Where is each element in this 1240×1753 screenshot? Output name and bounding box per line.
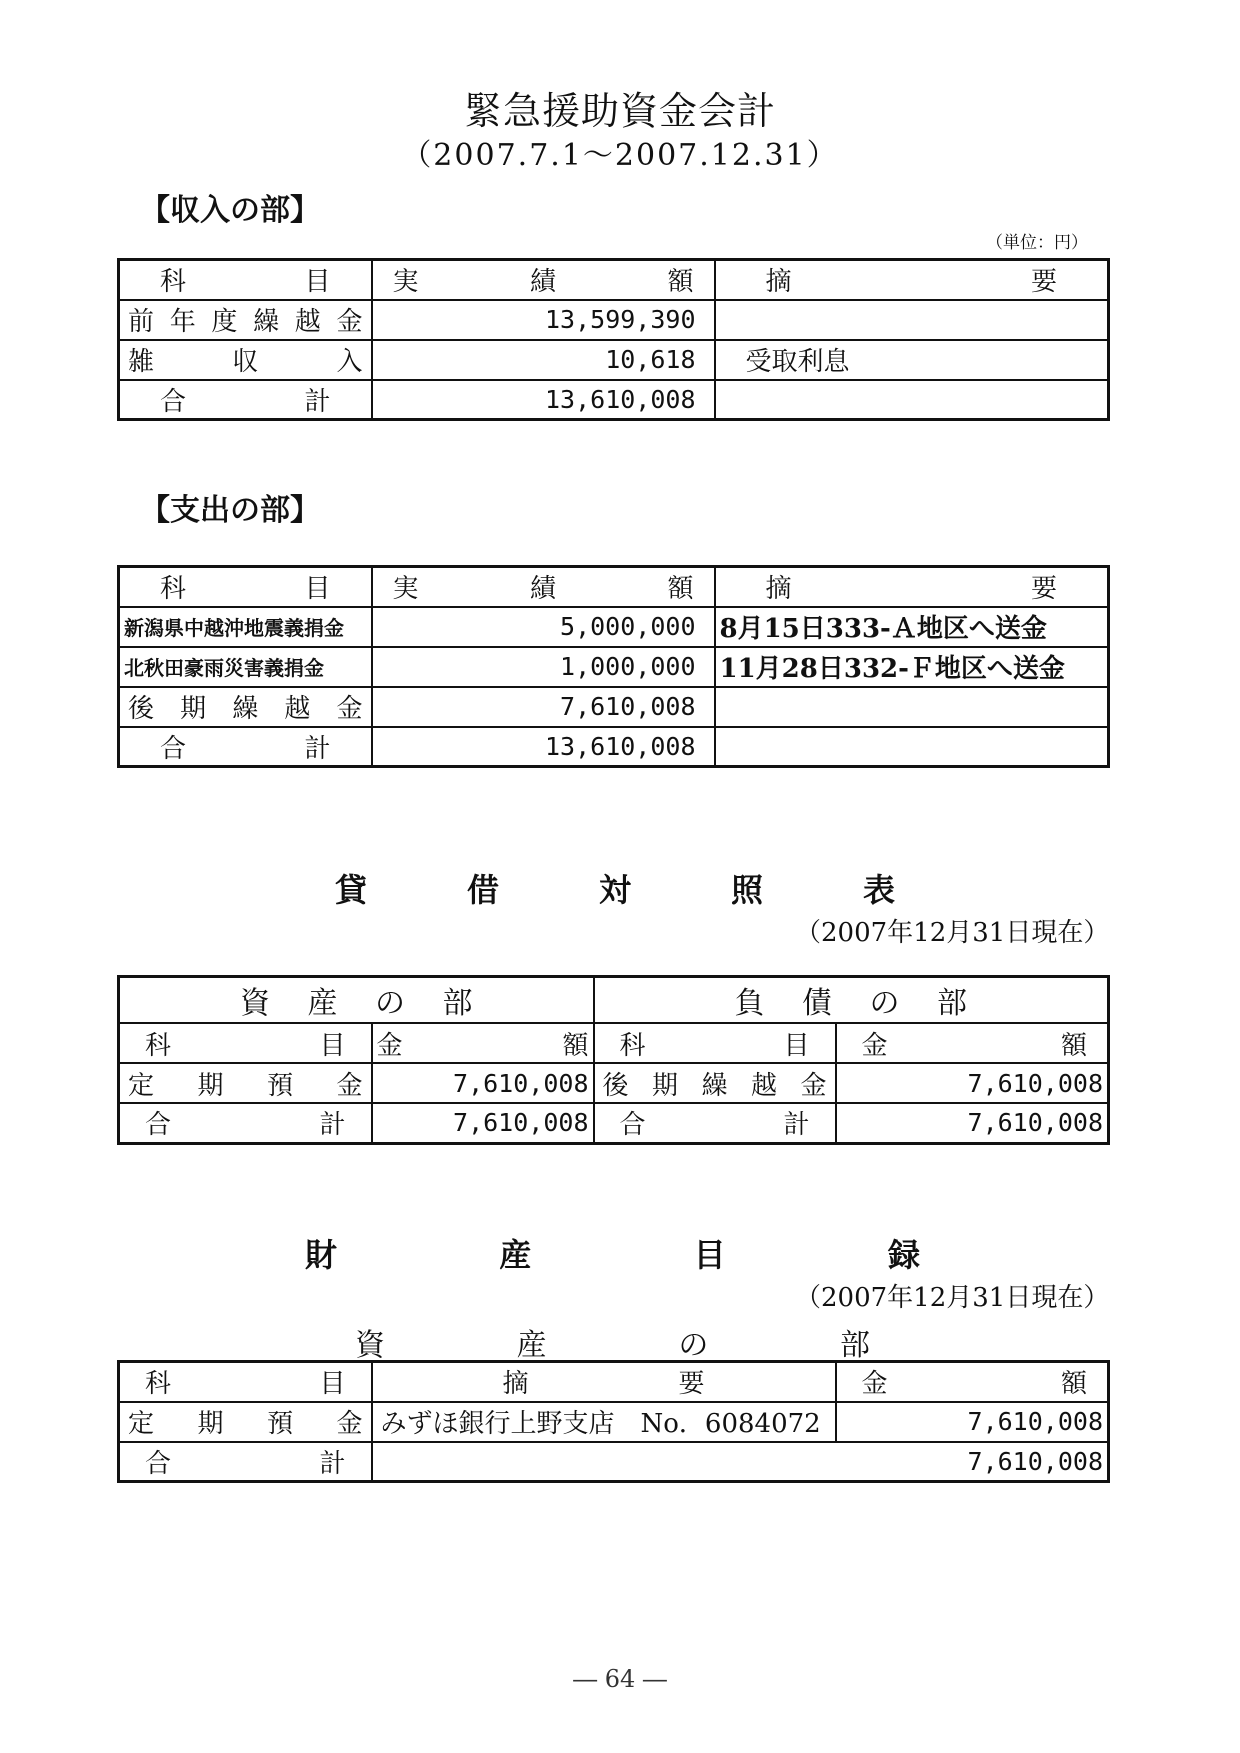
liability-total-amount: 7,610,008 <box>836 1103 1109 1143</box>
income-table <box>117 258 1110 421</box>
asset-amount: 7,610,008 <box>372 1063 594 1103</box>
asset-total-amount: 7,610,008 <box>372 1103 594 1143</box>
row-note: みずほ銀行上野支店 No．6084072 <box>372 1402 836 1442</box>
row-item: 北秋田豪雨災害義捐金 <box>119 647 372 687</box>
row-item: 前年度繰越金 <box>128 307 363 337</box>
total-row <box>119 1442 1109 1482</box>
row-note <box>715 687 1109 727</box>
table-header-row <box>119 567 1109 607</box>
balance-sheet-table <box>117 975 1110 1145</box>
row-note: 8月15日333-Ａ地区へ送金 <box>715 607 1109 647</box>
header-amount: 実績額 <box>372 260 715 300</box>
row-note: 受取利息 <box>715 340 1109 380</box>
total-amount: 13,610,008 <box>372 380 715 420</box>
balance-sheet-title: 貸借対照表 <box>335 871 895 909</box>
total-row <box>119 727 1109 767</box>
total-label: 合計 <box>160 733 331 764</box>
header-amount: 金額 <box>861 1369 1087 1400</box>
row-amount: 1,000,000 <box>372 647 715 687</box>
table-header-row <box>119 260 1109 300</box>
section-header-row <box>119 977 1109 1024</box>
total-amount: 7,610,008 <box>372 1442 1109 1482</box>
header-item: 科目 <box>119 260 372 300</box>
row-amount: 7,610,008 <box>372 687 715 727</box>
table-row <box>119 607 1109 647</box>
table-row <box>119 300 1109 340</box>
total-amount: 13,610,008 <box>372 727 715 767</box>
liability-total-label: 合計 <box>619 1110 810 1141</box>
row-item: 新潟県中越沖地震義捐金 <box>119 607 372 647</box>
header-amount: 実績額 <box>372 567 715 607</box>
total-row <box>119 1103 1109 1143</box>
table-row <box>119 1063 1109 1103</box>
document-title: 緊急援助資金会計 <box>463 89 776 133</box>
header-note: 摘要 <box>715 567 1109 607</box>
expense-table <box>117 565 1110 768</box>
header-amount: 金額 <box>376 1030 589 1061</box>
table-row <box>119 647 1109 687</box>
liability-item: 後期繰越金 <box>602 1070 827 1101</box>
expense-heading: 【支出の部】 <box>140 493 320 528</box>
balance-sheet-as-of: （2007年12月31日現在） <box>795 918 1110 948</box>
row-amount: 5,000,000 <box>372 607 715 647</box>
header-note: 摘要 <box>715 260 1109 300</box>
row-amount: 13,599,390 <box>372 300 715 340</box>
total-row <box>119 380 1109 420</box>
table-header-row <box>119 1362 1109 1402</box>
row-item: 定期預金 <box>128 1409 363 1439</box>
liability-amount: 7,610,008 <box>836 1063 1109 1103</box>
unit-label: （単位：円） <box>986 233 1088 253</box>
income-heading: 【収入の部】 <box>140 193 320 228</box>
inventory-section-label: 資産の部 <box>355 1328 870 1363</box>
page-number: ― 64 ― <box>573 1665 667 1693</box>
row-amount: 10,618 <box>372 340 715 380</box>
row-note: 11月28日332-Ｆ地区へ送金 <box>715 647 1109 687</box>
row-amount: 7,610,008 <box>836 1402 1109 1442</box>
total-label: 合計 <box>145 1448 346 1479</box>
header-item: 科目 <box>119 567 372 607</box>
header-note: 摘要 <box>502 1369 705 1400</box>
row-item: 後期繰越金 <box>128 694 363 724</box>
liabilities-section-label: 負債の部 <box>734 986 967 1021</box>
inventory-as-of: （2007年12月31日現在） <box>795 1283 1110 1313</box>
period: （2007.7.1～2007.12.31） <box>401 138 839 173</box>
header-amount: 金額 <box>861 1030 1087 1061</box>
table-row <box>119 340 1109 380</box>
row-item: 雑収入 <box>128 347 363 377</box>
asset-item: 定期預金 <box>128 1070 363 1101</box>
table-row <box>119 687 1109 727</box>
row-note <box>715 300 1109 340</box>
header-item: 科目 <box>145 1030 346 1061</box>
inventory-title: 財産目録 <box>305 1236 920 1274</box>
table-header-row <box>119 1023 1109 1063</box>
header-item: 科目 <box>145 1369 346 1400</box>
total-label: 合計 <box>160 386 331 417</box>
asset-total-label: 合計 <box>145 1110 346 1141</box>
header-item: 科目 <box>619 1030 810 1061</box>
table-row <box>119 1402 1109 1442</box>
assets-section-label: 資産の部 <box>240 986 473 1021</box>
inventory-table <box>117 1360 1110 1483</box>
